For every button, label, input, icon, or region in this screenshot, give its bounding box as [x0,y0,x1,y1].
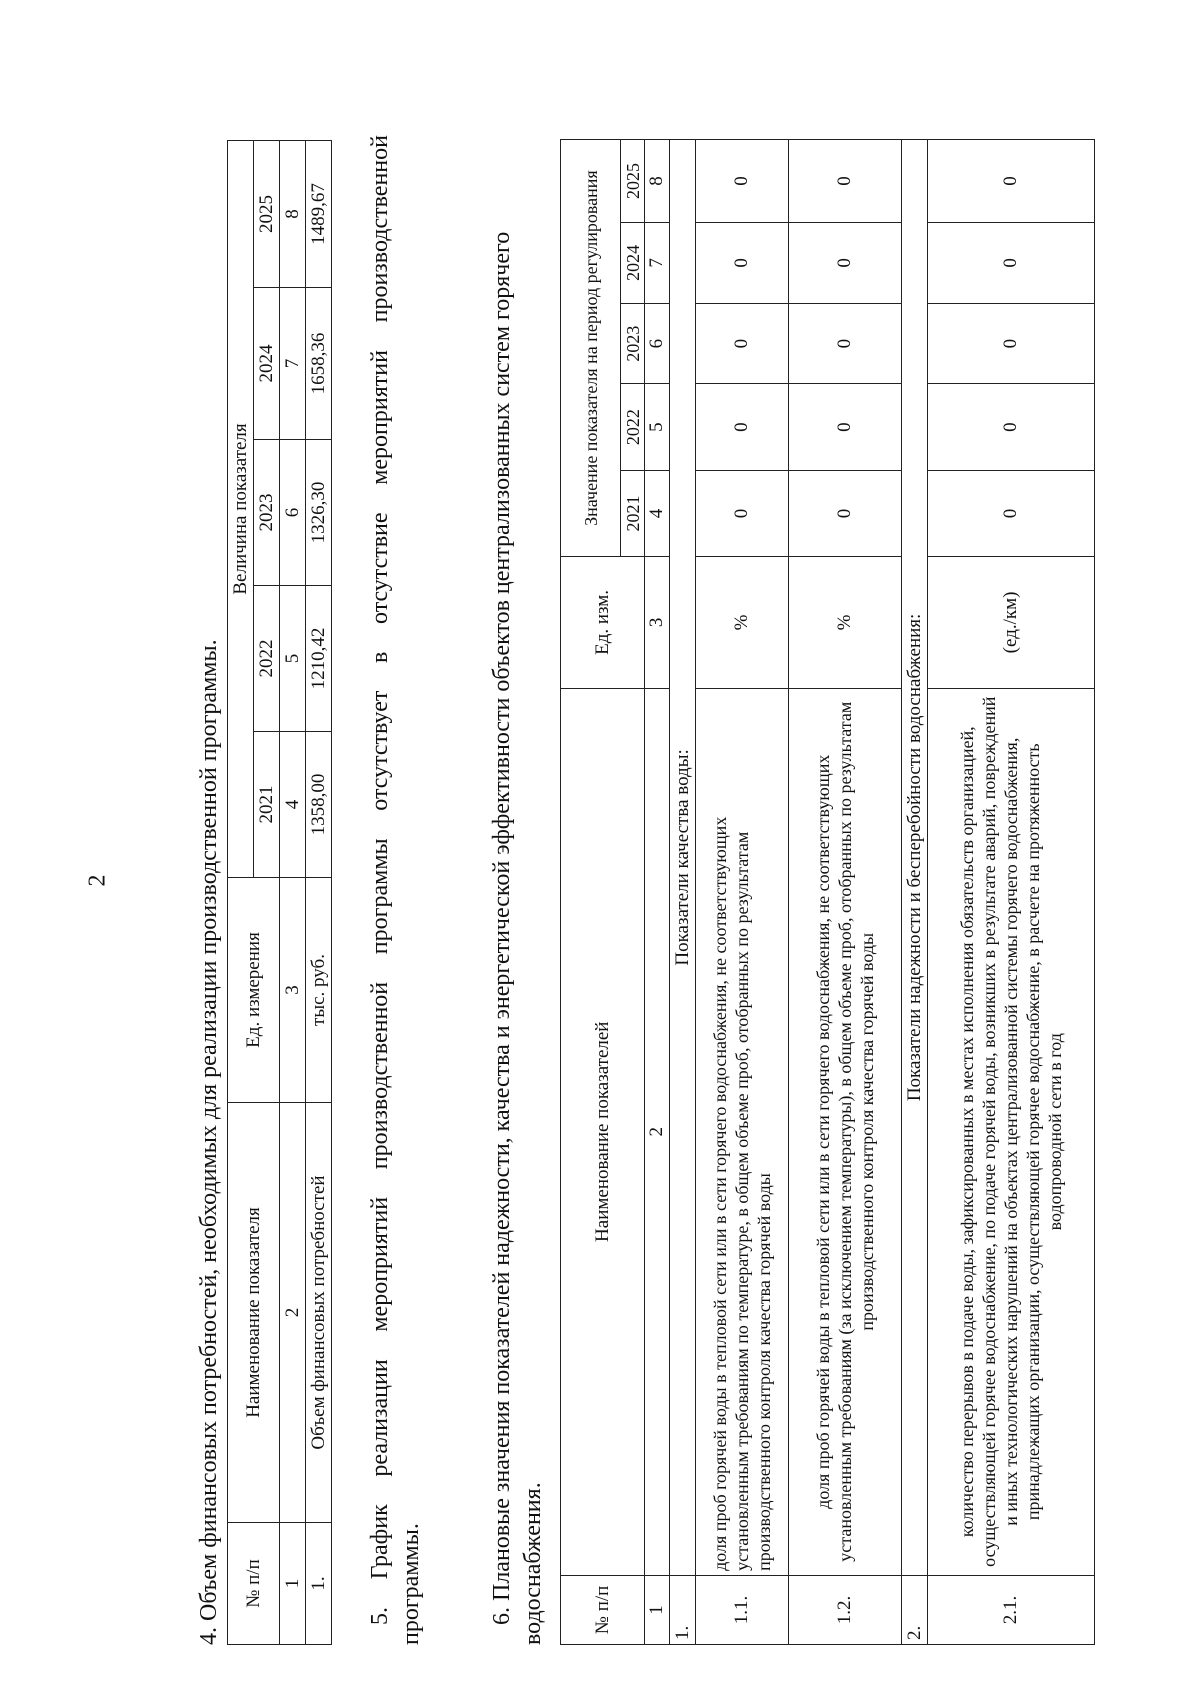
t1-year-2025: 2025 [254,140,280,287]
t2-index-cell: 4 [645,470,670,556]
t2-year-2023: 2023 [621,303,645,384]
group-row [902,140,928,1645]
t1-value-2025: 1489,67 [306,140,332,287]
t1-row-unit: тыс. руб. [306,878,332,1103]
row-num: 1.2. [789,1575,902,1644]
table-row [306,140,332,1644]
table-row [928,140,1095,1645]
row-name: доля проб горячей воды в тепловой сети или в сети горячего водоснабжения, не соответствующих установленным требованиям (за исключением температуры), в общем объеме проб, отобранных по результатам производственного контроля качества горячей воды [789,688,902,1575]
t1-index-cell: 1 [280,1523,306,1645]
row-num: 2.1. [928,1575,1095,1644]
t1-row-num: 1. [306,1523,332,1645]
row-unit: % [789,557,902,688]
row-unit: (ед./км) [928,557,1095,688]
group-title: Показатели качества воды: [670,140,696,1576]
section-6-heading: 6. Плановые значения показателей надежности, качества и энергетической эффективности объектов централизованных систем горячего водоснабжения. [489,231,546,1645]
row-value-2024: 0 [696,223,789,304]
t2-index-cell: 3 [645,557,670,688]
t2-index-cell: 8 [645,140,670,223]
t1-year-2022: 2022 [254,586,280,732]
row-value-2021: 0 [696,470,789,556]
t1-value-2024: 1658,36 [306,288,332,440]
rotated-page-content [190,135,1085,1645]
row-num: 1.1. [696,1575,789,1644]
t1-value-2022: 1210,42 [306,586,332,732]
t1-header-name: Наименование показателя [228,1103,280,1523]
t2-year-2024: 2024 [621,223,645,304]
row-value-2025: 0 [696,140,789,223]
t1-year-2021: 2021 [254,732,280,878]
t2-header-value-group: Значение показателя на период регулирования [561,140,621,557]
row-value-2022: 0 [928,384,1095,470]
group-num: 1. [670,1575,696,1644]
t2-index-cell: 1 [645,1575,670,1644]
t2-year-2025: 2025 [621,140,645,223]
t2-index-cell: 5 [645,384,670,470]
table-row [696,140,789,1645]
section-5-text: 5. График реализации мероприятий производственной программы отсутствует в отсутствие мероприятий производственной программы. [367,135,424,1645]
row-value-2024: 0 [789,223,902,304]
section-4-heading: 4. Объем финансовых потребностей, необходимых для реализации производственной программы. [196,639,222,1645]
group-num: 2. [902,1575,928,1644]
financial-needs-table [227,140,332,1645]
t2-header-unit: Ед. изм. [561,557,645,688]
t2-index-cell: 2 [645,688,670,1575]
t1-year-2023: 2023 [254,440,280,586]
t2-index-row [645,140,670,1645]
row-value-2022: 0 [696,384,789,470]
t2-year-2021: 2021 [621,470,645,556]
t2-index-cell: 6 [645,303,670,384]
t1-index-cell: 4 [280,732,306,878]
row-value-2023: 0 [928,303,1095,384]
indicators-table [560,139,1095,1645]
row-value-2025: 0 [928,140,1095,223]
row-value-2023: 0 [696,303,789,384]
t1-index-row [280,140,306,1644]
group-row [670,140,696,1645]
row-name: доля проб горячей воды в тепловой сети или в сети горячего водоснабжения, не соответствующих установленным требованиям по температуре, в общем объеме проб, отобранных по результатам производственного контроля качества горячей воды [696,688,789,1575]
t1-index-cell: 6 [280,440,306,586]
t1-row-name: Объем финансовых потребностей [306,1103,332,1523]
row-value-2021: 0 [789,470,902,556]
t1-index-cell: 7 [280,288,306,440]
page-number: 2 [84,874,111,887]
t2-header-name: Наименование показателей [561,688,645,1575]
t2-year-2022: 2022 [621,384,645,470]
t1-index-cell: 2 [280,1103,306,1523]
row-value-2024: 0 [928,223,1095,304]
row-value-2021: 0 [928,470,1095,556]
row-name: количество перерывов в подаче воды, зафиксированных в местах исполнения обязательств организацией, осуществляющей горячее водоснабжение, по подаче горячей воды, возникших в результате аварий, повреждений и иных технологических нарушений на объектах централизованной системы горячего водоснабжения, принадлежащих организации, осуществляющей горячее водоснабжение, в расчете на протяженность водопроводной сети в год [928,688,1095,1575]
t1-index-cell: 5 [280,586,306,732]
row-value-2025: 0 [789,140,902,223]
t1-index-cell: 3 [280,878,306,1103]
t1-header-unit: Ед. измерения [228,878,280,1103]
t1-index-cell: 8 [280,140,306,287]
t1-year-2024: 2024 [254,288,280,440]
row-unit: % [696,557,789,688]
t1-header-value-group: Величина показателя [228,140,254,877]
t1-value-2023: 1326,30 [306,440,332,586]
row-value-2023: 0 [789,303,902,384]
t1-header-num: № п/п [228,1523,280,1645]
t2-index-cell: 7 [645,223,670,304]
group-title: Показатели надежности и бесперебойности водоснабжения: [902,140,928,1576]
row-value-2022: 0 [789,384,902,470]
t1-value-2021: 1358,00 [306,732,332,878]
table-row [789,140,902,1645]
t2-header-num: № п/п [561,1575,645,1644]
